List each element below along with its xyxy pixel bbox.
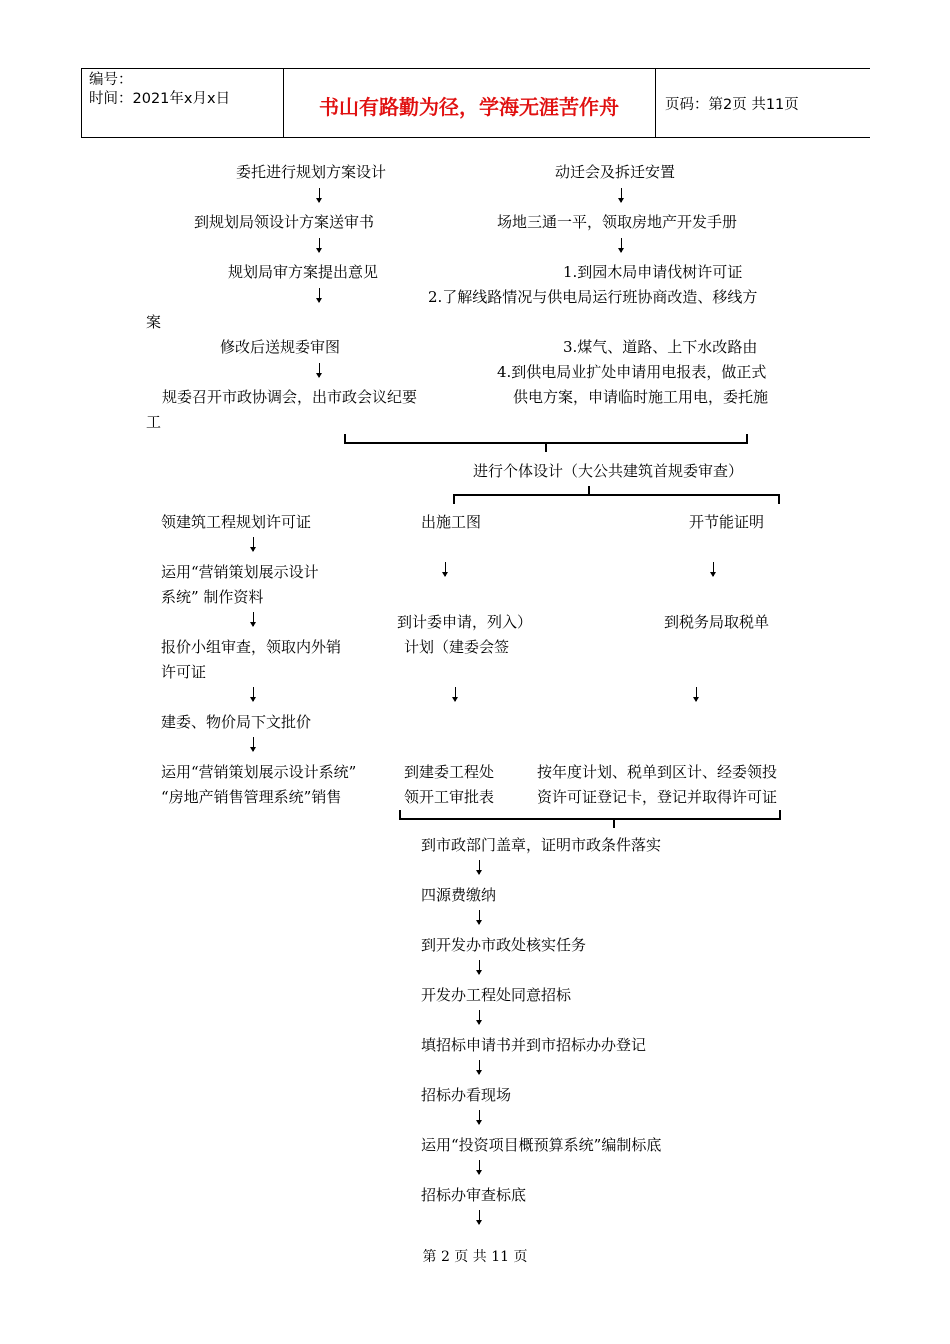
step-energy-certificate: 开节能证明 bbox=[689, 513, 765, 531]
arrow-down bbox=[479, 1010, 480, 1024]
step-power-apply: 4.到供电局业扩处申请用电报表，做正式 bbox=[497, 363, 767, 381]
bracket-leg bbox=[779, 810, 781, 820]
step-budget-system: 运用“投资项目概预算系统”编制标底 bbox=[421, 1136, 662, 1154]
step-gas-road: 3.煤气、道路、上下水改路由 bbox=[563, 338, 758, 356]
step-planning-permit: 领建筑工程规划许可证 bbox=[161, 513, 312, 531]
step-coordination-meeting: 规委召开市政协调会，出市政会议纪要 bbox=[162, 388, 418, 406]
arrow-down bbox=[445, 562, 446, 576]
step-power-plan: 供电方案，申请临时施工用电，委托施 bbox=[513, 388, 769, 406]
step-individual-design: 进行个体设计（大公共建筑首规委审查） bbox=[473, 462, 744, 480]
step-marketing-system: 运用“营销策划展示设计 bbox=[161, 563, 319, 581]
arrow-down bbox=[253, 737, 254, 751]
step-agree-tender: 开发办工程处同意招标 bbox=[421, 986, 572, 1004]
bracket-leg bbox=[344, 434, 346, 444]
split-bracket bbox=[453, 494, 780, 496]
arrow-down bbox=[253, 687, 254, 701]
step-wrap-char: 工 bbox=[146, 413, 162, 431]
header-divider-2 bbox=[655, 69, 656, 137]
step-tender-application: 填招标申请书并到市招标办办登记 bbox=[421, 1036, 647, 1054]
step-site-prep: 场地三通一平，领取房地产开发手册 bbox=[497, 213, 738, 231]
arrow-down bbox=[479, 1110, 480, 1124]
step-investment-permit: 按年度计划、税单到区计、经委领投 bbox=[537, 763, 778, 781]
bracket-stem bbox=[588, 486, 590, 496]
step-planning-committee-cont: 计划（建委会签 bbox=[404, 638, 510, 656]
number-label: 编号： bbox=[89, 72, 133, 88]
page-info: 页码：第2页 共11页 bbox=[665, 97, 799, 113]
step-construction-office: 到建委工程处 bbox=[404, 763, 495, 781]
header-meta bbox=[89, 71, 230, 109]
arrow-down bbox=[479, 1060, 480, 1074]
step-price-review-cont: 许可证 bbox=[161, 663, 207, 681]
arrow-down bbox=[253, 537, 254, 551]
arrow-down bbox=[713, 562, 714, 576]
bracket-stem bbox=[613, 818, 615, 828]
arrow-down bbox=[319, 188, 320, 202]
step-sales-system: 运用“营销策划展示设计系统” bbox=[161, 763, 357, 781]
motto: 书山有路勤为径，学海无涯苦作舟 bbox=[319, 95, 619, 119]
step-tax-bill: 到税务局取税单 bbox=[664, 613, 770, 631]
step-wrap-char: 案 bbox=[146, 313, 162, 331]
arrow-down bbox=[479, 960, 480, 974]
step-marketing-system-cont: 系统” 制作资料 bbox=[161, 588, 264, 606]
step-investment-permit-cont: 资许可证登记卡，登记并取得许可证 bbox=[537, 788, 778, 806]
header-border-left bbox=[81, 69, 82, 137]
merge-bracket bbox=[399, 818, 781, 820]
step-verify-task: 到开发办市政处核实任务 bbox=[421, 936, 587, 954]
step-tree-permit: 1.到园木局申请伐树许可证 bbox=[563, 263, 743, 281]
bracket-stem bbox=[545, 442, 547, 452]
arrow-down bbox=[253, 612, 254, 626]
step-construction-office-cont: 领开工审批表 bbox=[404, 788, 495, 806]
step-plan-review-book: 到规划局领设计方案送审书 bbox=[194, 213, 375, 231]
step-municipal-seal: 到市政部门盖章，证明市政条件落实 bbox=[421, 836, 662, 854]
bracket-leg bbox=[778, 494, 780, 504]
step-price-review: 报价小组审查，领取内外销 bbox=[161, 638, 342, 656]
bracket-leg bbox=[453, 494, 455, 504]
arrow-down bbox=[479, 910, 480, 924]
step-revise-submit: 修改后送规委审图 bbox=[220, 338, 341, 356]
bracket-leg bbox=[746, 434, 748, 444]
step-plan-design: 委托进行规划方案设计 bbox=[236, 163, 387, 181]
step-power-line: 2.了解线路情况与供电局运行班协商改造、移线方 bbox=[428, 288, 758, 306]
arrow-down bbox=[319, 238, 320, 252]
page-footer: 第 2 页 共 11 页 bbox=[422, 1249, 528, 1265]
arrow-down bbox=[319, 363, 320, 377]
step-sales-system-cont: “房地产销售管理系统”销售 bbox=[161, 788, 342, 806]
step-price-approval: 建委、物价局下文批价 bbox=[161, 713, 312, 731]
arrow-down bbox=[621, 238, 622, 252]
time-label: 时间：2021年x月x日 bbox=[89, 91, 231, 107]
step-construction-drawings: 出施工图 bbox=[421, 513, 482, 531]
bracket-leg bbox=[399, 810, 401, 820]
step-plan-opinion: 规划局审方案提出意见 bbox=[228, 263, 379, 281]
arrow-down bbox=[455, 687, 456, 701]
step-four-source-fee: 四源费缴纳 bbox=[421, 886, 497, 904]
arrow-down bbox=[696, 687, 697, 701]
arrow-down bbox=[479, 860, 480, 874]
step-planning-committee: 到计委申请，列入） bbox=[397, 613, 533, 631]
step-review-base-price: 招标办审查标底 bbox=[421, 1186, 527, 1204]
step-relocation: 动迁会及拆迁安置 bbox=[555, 163, 676, 181]
header-table bbox=[81, 68, 870, 138]
arrow-down bbox=[479, 1210, 480, 1224]
arrow-down bbox=[621, 188, 622, 202]
arrow-down bbox=[319, 288, 320, 302]
step-site-visit: 招标办看现场 bbox=[421, 1086, 512, 1104]
arrow-down bbox=[479, 1160, 480, 1174]
